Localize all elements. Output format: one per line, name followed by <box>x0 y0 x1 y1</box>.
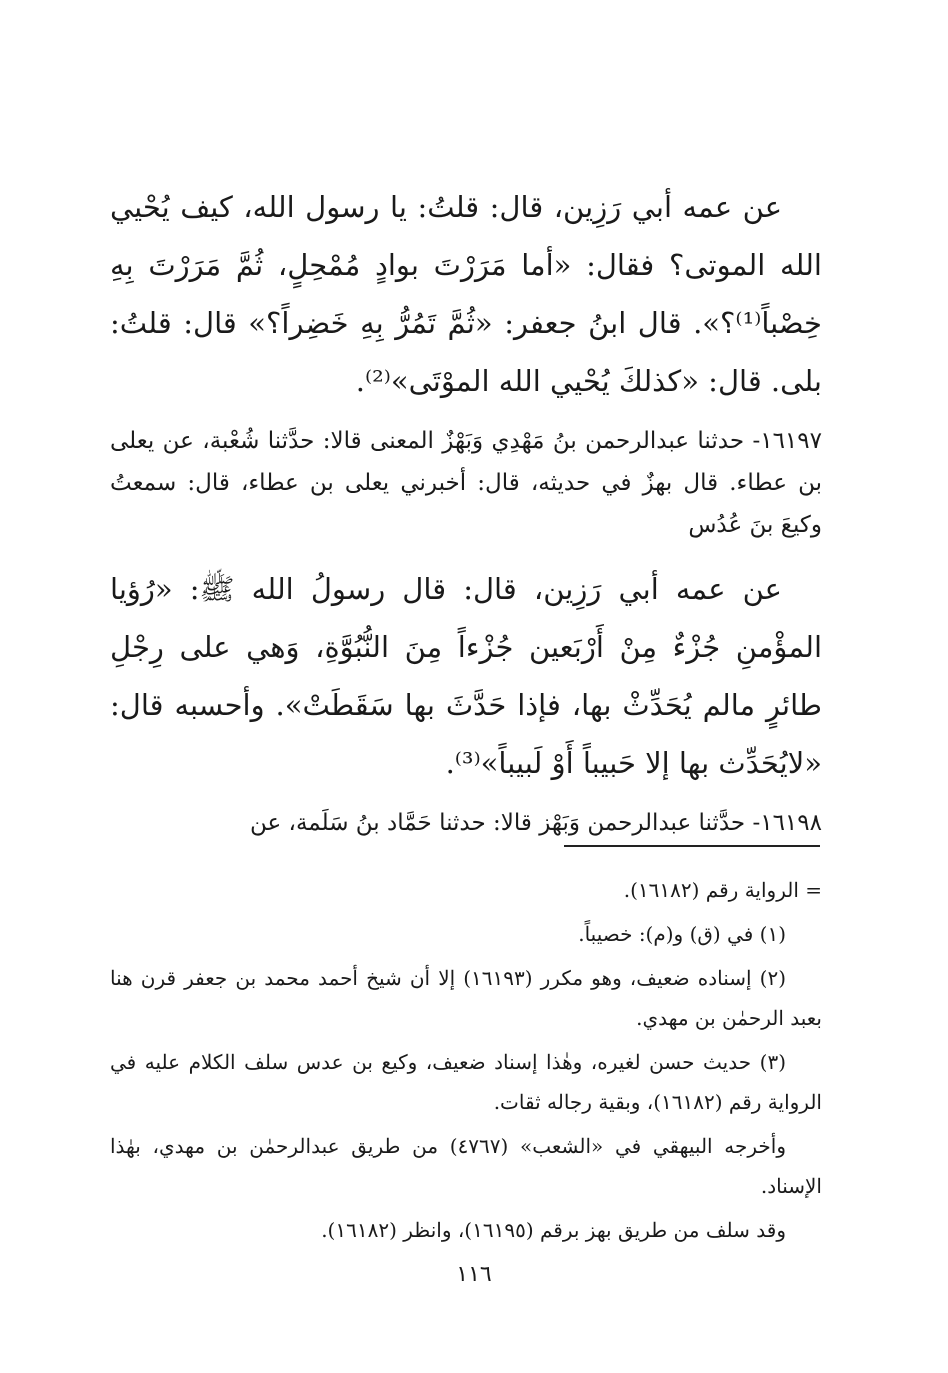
page-number: ١١٦ <box>456 1262 492 1287</box>
paragraph-hadith-text: عن عمه أبي رَزِين، قال: قلتُ: يا رسول الله، كيف يُحْيي الله الموتى؟ فقال: «أما مَرَرْتَ بوادٍ مُمْحِلٍ، ثُمَّ مَرَرْتَ بِهِ خِصْباً⁽¹⁾؟». قال ابنُ جعفر: «ثُمَّ تَمُرُّ بِهِ خَضِراً؟» قال: قلتُ: بلى. قال: «كذلكَ يُحْيي الله الموْتَى»⁽²⁾. <box>110 190 822 398</box>
footnotes-section <box>110 870 822 1254</box>
paragraph-isnad-16197: ١٦١٩٧- حدثنا عبدالرحمن بنُ مَهْدِي وَبَهْزٌ المعنى قالا: حدَّثنا شُعْبة، عن يعلى بن عطاء. قال بهزٌ في حديثه، قال: أخبرني يعلى بن عطاء، قال: سمعتُ وكيعَ بنَ عُدُس <box>110 428 822 538</box>
paragraph-hadith-text: عن عمه أبي رَزِين، قال: قال رسولُ الله ﷺ: «رُؤيا المؤْمنِ جُزْءٌ مِنْ أَرْبَعين جُزْءاً مِنَ النُّبُوَّةِ، وَهي على رِجْلِ طائرٍ مالم يُحَدِّثْ بها، فإذا حَدَّثَ بها سَقَطَتْ». وأحسبه قال: «لايُحَدِّث بها إلا حَبيباً أَوْ لَبيباً»⁽³⁾. <box>110 572 822 780</box>
footnote-3-cont: وأخرجه البيهقي في «الشعب» (٤٧٦٧) من طريق عبدالرحمٰن بن مهدي، بهٰذا الإسناد. <box>110 1134 822 1198</box>
footnote-3-cont-2: وقد سلف من طريق بهز برقم (١٦١٩٥)، وانظر (١٦١٨٢). <box>321 1218 786 1242</box>
footnote-separator <box>564 845 820 847</box>
footnote-3: (٣) حديث حسن لغيره، وهٰذا إسناد ضعيف، وكيع بن عدس سلف الكلام عليه في الرواية رقم (١٦١٨٢)، وبقية رجاله ثقات. <box>110 1050 822 1114</box>
footnote-1: (١) في (ق) و(م): خصيباً. <box>578 922 786 946</box>
footnote-continuation: = الرواية رقم (١٦١٨٢). <box>623 878 822 902</box>
main-text-body <box>110 178 822 858</box>
footnote-2: (٢) إسناده ضعيف، وهو مكرر (١٦١٩٣) إلا أن شيخ أحمد محمد بن جعفر قرن هنا بعبد الرحمٰن بن مهدي. <box>110 966 822 1030</box>
paragraph-isnad-16198: ١٦١٩٨- حدَّثنا عبدالرحمن وَبَهْز قالا: حدثنا حَمَّاد بنُ سَلَمة، عن <box>250 810 822 836</box>
